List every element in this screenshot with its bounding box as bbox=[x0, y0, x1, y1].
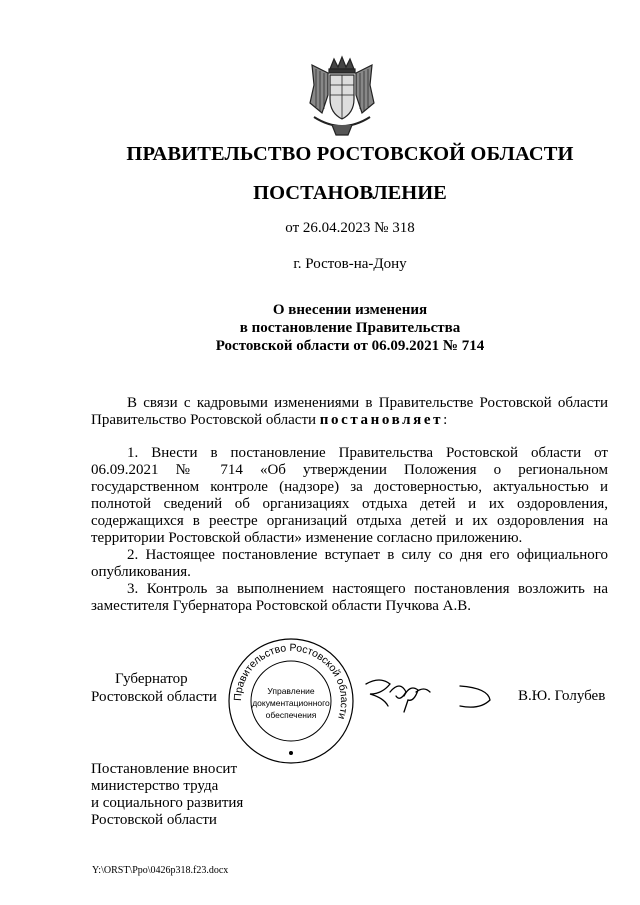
subject-line: Ростовской области от 06.09.2021 № 714 bbox=[215, 338, 485, 354]
preamble-paragraph bbox=[91, 395, 608, 429]
subject-line: О внесении изменения bbox=[272, 302, 428, 318]
signatory-position bbox=[91, 670, 217, 706]
item-2: 2. Настоящее постановление вступает в силу со дня его официального опубликования. bbox=[91, 547, 608, 580]
introducer-line: Ростовской области bbox=[91, 812, 217, 828]
government-title: ПРАВИТЕЛЬСТВО РОСТОВСКОЙ ОБЛАСТИ bbox=[126, 143, 574, 165]
subject-line: в постановление Правительства bbox=[239, 320, 461, 336]
decree-word: постановляет bbox=[319, 412, 444, 428]
stamp-inner-text: документационного bbox=[252, 698, 330, 708]
handwritten-signature bbox=[360, 670, 500, 720]
preamble-end: : bbox=[443, 412, 448, 428]
introducer-line: министерство труда bbox=[91, 778, 219, 794]
introducer-block bbox=[91, 761, 243, 829]
preamble-text: В связи с кадровыми изменениями в Правительстве Ростовской области Правительство Ростовской области bbox=[91, 395, 608, 428]
introducer-line: Постановление вносит bbox=[91, 761, 238, 777]
document-date-number: от 26.04.2023 № 318 bbox=[285, 220, 415, 236]
document-city: г. Ростов-на-Дону bbox=[293, 256, 407, 272]
coat-of-arms-icon bbox=[302, 55, 382, 140]
stamp-inner-text: Управление bbox=[267, 686, 315, 696]
position-line: Губернатор bbox=[115, 671, 188, 687]
document-type: ПОСТАНОВЛЕНИЕ bbox=[253, 182, 447, 204]
stamp-inner-text: обеспечения bbox=[265, 710, 317, 720]
item-3: 3. Контроль за выполнением настоящего постановления возложить на заместителя Губернатора Ростовской области Пучкова А.В. bbox=[91, 581, 608, 614]
signatory-name: В.Ю. Голубев bbox=[518, 688, 606, 704]
item-1: 1. Внести в постановление Правительства Ростовской области от 06.09.2021 № 714 «Об утверждении Положения о региональном государственном контроле (надзоре) за достоверностью, актуальностью и полнотой сведений об организациях отдыха детей и их оздоровления, содержащихся в реестре организаций отдыха детей и их оздоровления на территории Ростовской области» изменение согласно приложению. bbox=[91, 445, 608, 546]
file-path: Y:\ORST\Ppo\0426p318.f23.docx bbox=[92, 865, 229, 876]
official-stamp bbox=[226, 636, 356, 766]
stamp-ring-text: Правительство Ростовской области bbox=[231, 641, 351, 721]
introducer-line: и социального развития bbox=[91, 795, 244, 811]
document-subject bbox=[0, 301, 640, 355]
position-line: Ростовской области bbox=[91, 689, 217, 705]
document-body bbox=[91, 395, 608, 615]
